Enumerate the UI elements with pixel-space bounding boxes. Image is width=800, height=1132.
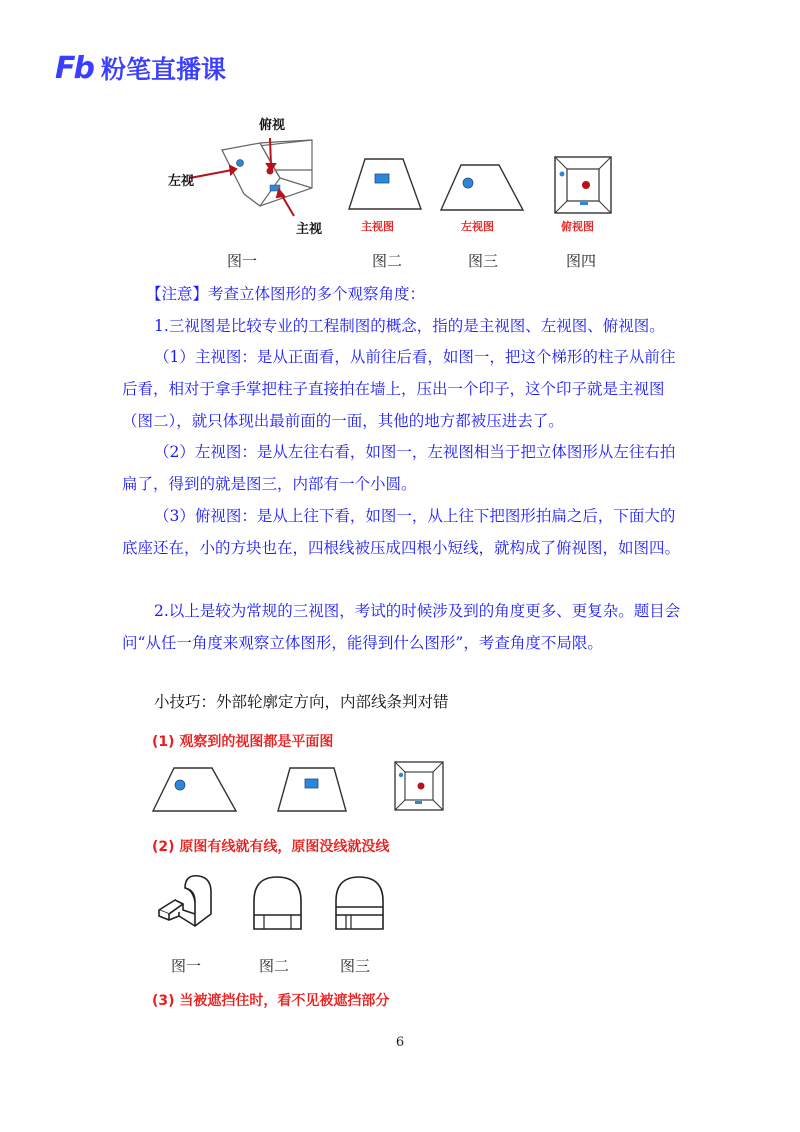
top-view-red-dot [582, 181, 590, 189]
tip-3d-object [155, 870, 217, 932]
view-title-left: 左视图 [461, 220, 494, 233]
prism-left-dot [237, 160, 244, 167]
caption-fig2: 图二 [372, 252, 403, 270]
tip-top-view [393, 760, 445, 812]
view-title-top: 俯视图 [561, 220, 594, 233]
tip-front-circle [175, 780, 185, 790]
top-view-bar [580, 202, 588, 205]
tip-heading-3: (3) 当被遮挡住时，看不见被遮挡部分 [152, 993, 390, 1009]
tip-side-square [305, 779, 318, 788]
tip-front-view [150, 765, 238, 815]
left-view-circle [463, 178, 473, 188]
logo-mark: Fb [55, 50, 93, 86]
note-paragraph-4: （3）俯视图：是从上往下看，如图一，从上往下把图形拍扁之后，下面大的底座还在，小的方块也在，四根线被压成四根小短线，就构成了俯视图，如图四。 [122, 507, 681, 557]
figure-front-view [345, 155, 425, 215]
note-title: 【注意】考查立体图形的多个观察角度： [146, 285, 426, 303]
tip-heading-2: (2) 原图有线就有线，原图没线就没线 [152, 839, 390, 855]
figure-top-view [553, 155, 613, 215]
tip-top-blue-dot [399, 773, 403, 777]
tip-side-view [276, 765, 348, 815]
note-paragraph-2: （1）主视图：是从正面看，从前往后看，如图一，把这个梯形的柱子从前往后看，相对于拿手掌把柱子直接拍在墙上，压出一个印子，这个印子就是主视图（图二），就只体现出最前面的一面，其他的地方都被压进去了。 [122, 348, 676, 430]
tip-caption-3: 图三 [340, 957, 371, 975]
tip-caption-1: 图一 [171, 957, 202, 975]
brand-logo [55, 48, 226, 88]
top-view-blue-dot [560, 172, 565, 177]
tip-arch-view-2 [250, 873, 305, 933]
label-top-view: 俯视 [259, 118, 286, 133]
note-paragraph-1: 1.三视图是比较专业的工程制图的概念，指的是主视图、左视图、俯视图。 [154, 317, 665, 335]
front-view-square [375, 174, 389, 183]
label-front-view: 主视 [296, 222, 323, 237]
logo-text: 粉笔直播课 [100, 55, 226, 84]
page-number: 6 [395, 1035, 405, 1050]
tip-caption-2: 图二 [259, 957, 290, 975]
figure-left-view [437, 162, 527, 214]
note-paragraph-3: （2）左视图：是从左往右看，如图一，左视图相当于把立体图形从左往右拍扁了，得到的就是图三，内部有一个小圆。 [122, 443, 676, 493]
tip-title: 小技巧：外部轮廓定方向，内部线条判对错 [154, 693, 449, 711]
label-left-view: 左视 [168, 174, 195, 189]
caption-fig3: 图三 [468, 252, 499, 270]
caption-fig4: 图四 [566, 252, 597, 270]
tip-top-bar [415, 801, 422, 804]
note-paragraph-5: 2.以上是较为常规的三视图，考试的时候涉及到的角度更多、更复杂。题目会问“从任一角度来观察立体图形，能得到什么图形”，考查角度不局限。 [122, 602, 681, 652]
tip-arch-view-3 [332, 873, 387, 933]
view-title-front: 主视图 [361, 220, 394, 233]
tip-top-red-dot [418, 783, 425, 790]
caption-fig1: 图一 [227, 252, 258, 270]
tip-heading-1: (1) 观察到的视图都是平面图 [152, 734, 334, 750]
